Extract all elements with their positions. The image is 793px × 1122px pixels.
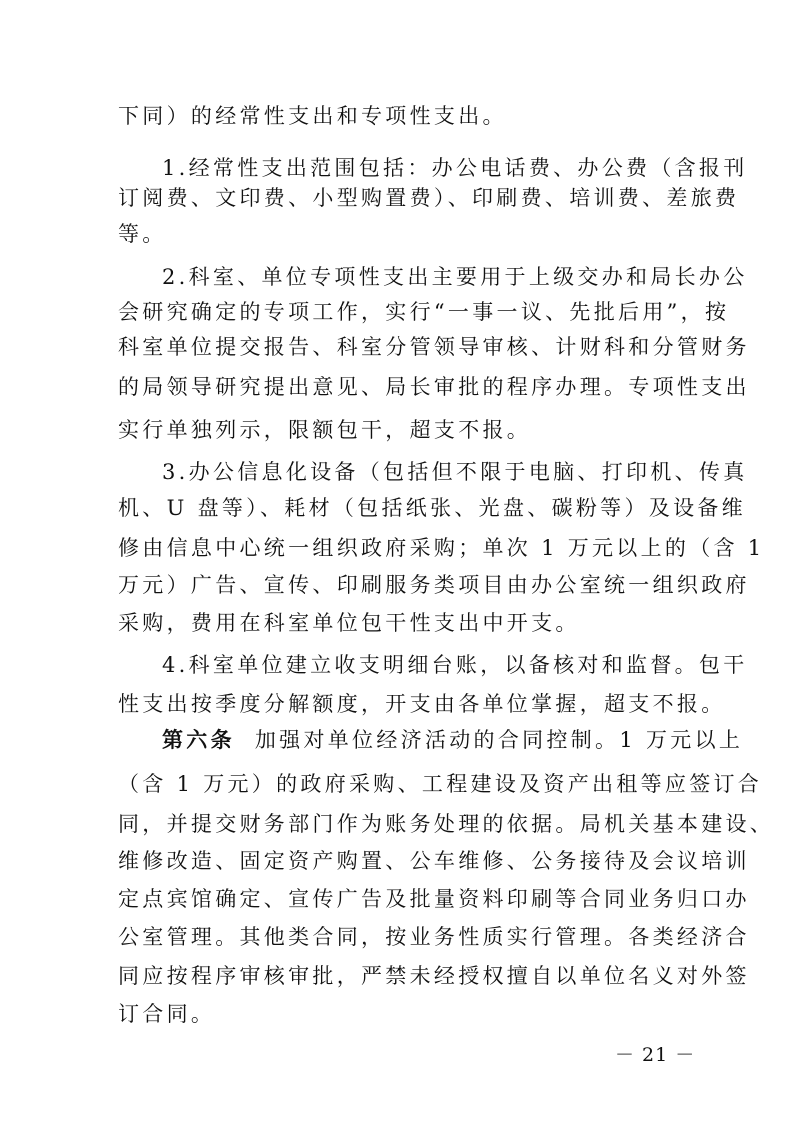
page-number: － 21 －	[615, 1044, 696, 1066]
paragraph-line: 会研究确定的专项工作，实行“一事一议、先批后用”，按	[118, 300, 730, 324]
paragraph-line: 实行单独列示，限额包干，超支不报。	[118, 418, 532, 442]
paragraph-line: （含 1 万元）的政府采购、工程建设及资产出租等应签订合	[118, 772, 763, 796]
paragraph-line: 的局领导研究提出意见、局长审批的程序办理。专项性支出	[118, 375, 750, 399]
paragraph-line: 下同）的经常性支出和专项性支出。	[118, 104, 507, 128]
article-spacer	[235, 728, 255, 752]
paragraph-line: 加强对单位经济活动的合同控制。1 万元以上	[254, 728, 744, 752]
article-heading: 第六条	[162, 727, 235, 752]
paragraph-line: 机、U 盘等）、耗材（包括纸张、光盘、碳粉等）及设备维	[118, 496, 746, 520]
paragraph-line: 科室单位提交报告、科室分管领导审核、计财科和分管财务	[118, 335, 750, 359]
paragraph-line: 4.科室单位建立收支明细台账，以备核对和监督。包干	[162, 653, 748, 677]
paragraph-line: 修由信息中心统一组织政府采购；单次 1 万元以上的（含 1	[118, 536, 765, 560]
paragraph-line: 同，并提交财务部门作为账务处理的依据。局机关基本建设、	[118, 812, 775, 836]
paragraph-line: 2.科室、单位专项性支出主要用于上级交办和局长办公	[162, 265, 748, 289]
paragraph-line: 维修改造、固定资产购置、公车维修、公务接待及会议培训	[118, 849, 750, 873]
paragraph-line: 1.经常性支出范围包括：办公电话费、办公费（含报刊	[162, 156, 748, 180]
paragraph-line: 同应按程序审核审批，严禁未经授权擅自以单位名义对外签	[118, 964, 750, 988]
article-line	[162, 726, 743, 754]
paragraph-line: 等。	[118, 222, 167, 246]
paragraph-line: 万元）广告、宣传、印刷服务类项目由办公室统一组织政府	[118, 573, 750, 597]
paragraph-line: 采购，费用在科室单位包干性支出中开支。	[118, 611, 580, 635]
paragraph-line: 订合同。	[118, 1002, 216, 1026]
paragraph-line: 定点宾馆确定、宣传广告及批量资料印刷等合同业务归口办	[118, 887, 750, 911]
paragraph-line: 3.办公信息化设备（包括但不限于电脑、打印机、传真	[162, 460, 748, 484]
paragraph-line: 公室管理。其他类合同，按业务性质实行管理。各类经济合	[118, 925, 750, 949]
paragraph-line: 性支出按季度分解额度，开支由各单位掌握，超支不报。	[118, 692, 726, 716]
paragraph-line: 订阅费、文印费、小型购置费）、印刷费、培训费、差旅费	[118, 186, 740, 210]
